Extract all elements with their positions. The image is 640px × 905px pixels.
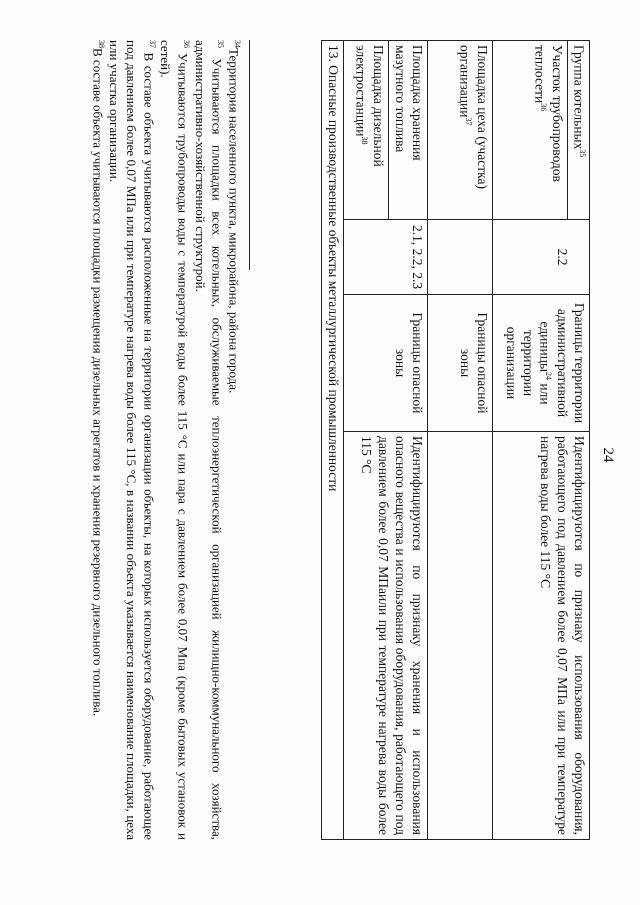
table-cell: Границы территории административной единицы$^{24}$ или территории организации [492,295,589,432]
table-row [322,41,344,840]
footnote: $^{38}$В составе объекта учитываются площадки размещения дизельных агрегатов и хранения резервного дизельного топлива. [90,40,106,717]
table-cell: 2.1, 2.2, 2.3 [343,220,427,295]
table-row [388,41,427,840]
footnote: $^{36}$ Учитываются трубопроводы воды с температурой воды более 115 °С или пара с давлением более 0,07 Мпа (кроме бытовых установок и сетей). [158,40,191,840]
footnotes [88,40,242,840]
table-cell [427,432,492,840]
page-number: 24 [600,447,616,463]
table-row [427,41,492,840]
footnote: $^{35}$ Учитываются площадки всех котельных, обслуживаемые теплоэнергетической организацией жилищно-коммунального хозяйства, административно-хозяйственной структурой. [192,40,225,840]
table-cell: Границы опасной зоны [427,295,492,432]
table-cell: Границы опасной зоны [343,295,427,432]
footnote: $^{37}$ В составе объекта учитываются расположенные на территории организации объекты, на которых используется оборудование, работающее под давлением более 0,07 МПа или при температуре нагрева воды более 115 °С, в названии объекта указывается наименование площадки, цеха или участка организации. [107,40,157,840]
table-cell: Группа котельных$^{35}$ [567,41,589,220]
table-row [567,41,589,840]
table-cell: 2.2 [492,220,589,295]
table-cell: Участок трубопроводов теплосети$^{36}$ [492,41,567,220]
table-cell: Идентифицируются по признаку хранения и использования опасного вещества и использования оборудования, работающего под давлением более 0,07 МПаили при температуре нагрева воды более 115 °С [343,432,427,840]
table-cell [427,220,492,295]
objects-table [321,40,590,840]
section-title: 13. Опасные производственные объекты металлургической промышленности [322,41,344,840]
table-cell: Идентифицируются по признаку использования оборудования, работающего под давлением более 0,07 МПа или при температуре нагрева воды более 115 °С [492,432,589,840]
footnote: $^{34}$Территория населенного пункта, микрорайона, района города. [226,40,242,394]
footnote-separator [249,40,250,270]
table-cell: Площадка хранения мазутного топлива [388,41,427,220]
rotated-content [20,20,620,890]
table-cell: Площадка дизельной электростанции$^{38}$ [343,41,388,220]
table-cell: Площадка цеха (участка) организации$^{37}$ [427,41,492,220]
